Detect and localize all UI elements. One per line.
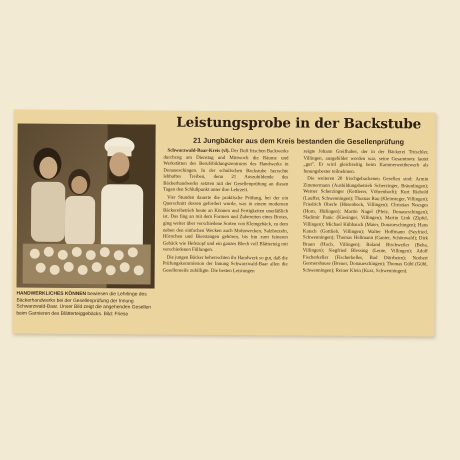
article-subheadline: 21 Jungbäcker aus dem Kreis bestanden die Gesellenprüfung [193, 135, 405, 147]
caption-lead: HANDWERKLICHES KÖNNEN [16, 291, 87, 298]
article-paragraph: Vier Stunden dauerte die praktische Prüfung, bei der ein Querschnitt dessen gefordert wurde, was in einem modernen Bäckereibetrieb heute an Können und Fertigkeiten unerläßlich ist. Das fing an mit dem Formen und Zubereiten eines Brotes, ging weiter über verschiedene Sorten von Kleingebäck, zu dem neben den einfachen Wecken auch Mohnwecken, Salzbrezeln, Hörnchen und Bierstangen gehören, bis hin zum feineren Gebäck wie Hefezopf und ein ganzes Blech voll Blätterteig mit verschiedenen Füllungen. [162, 195, 289, 254]
caption-text: bewiesen die Lehrlinge des Bäckerhandwerks bei der Gesellenprüfung der Innung Schwarzwald-Baar. Unser Bild zeigt die angehenden Gesellen beim Garnieren des Blätterteiggebäcks. Bild: Friese [16, 292, 151, 318]
article-paragraph [163, 149, 288, 196]
article-paragraph-text: Der Duft frischen Backwerks durchzog am Dienstag und Mittwoch die Räume und Werkstätten des Berufsbildungszentrums des Handwerks in Donaueschingen. In der schulischen Backstube herrschte lebhaftes Treiben, denn 21 Auszubildende des Bäckerhandwerks setzten mit der Gesellenprüfung an diesen Tagen den Schlußpunkt unter ihre Lehrzeit. [163, 149, 289, 194]
bakery-photo-image [17, 124, 156, 289]
newspaper-clipping [12, 110, 436, 337]
article-paragraph: Die jungen Bäcker beherrschten ihr Handwerk so gut, daß die Prüfungskommission der Innung Schwarzwald-Baar allen die Gesellenreife zubilligte. Die besten Leistungen [162, 255, 288, 275]
bakery-photo [17, 124, 156, 289]
article-dateline: Schwarzwald-Baar-Kreis (vl). [167, 148, 230, 155]
article-column-2 [303, 150, 429, 277]
photo-caption [16, 292, 156, 319]
article-paragraph: zeigte Johann Greifhaber, der in der Bäckerei Tritschler, Villingen, ausgebildet worden war, seine Gesamtnote lautet „gut". Er wird gleichzeitig beim Kammerwettbewerb als Innungsbester teilnehmen. [303, 149, 429, 175]
article-headline: Leistungsprobe in der Backstube [176, 114, 422, 133]
article-column-1 [163, 149, 289, 277]
article-paragraph: Die weiteren 20 frischgebackenen Gesellen sind: Armin Zimmermann (Ausbildungsbetrieb Scherzinger, Bräunlingen); Werner Scherzinger (Kettlerer, Vöhrenbach); Kurt Riebold (Lauffer, Schwenningen); Thomas Rau (Kleinsteger, Villingen); Friedrich Oberle (Hüsenbeck, Villingen); Christian Noesges (Horn, Hüfingen); Martin Nagel (Pfeiz, Donaueschingen); Sladimir Panic (Kiesinger, Villingen); Martin Link (Zipfel, Villingen); Michael Kühbauch (Maier, Donaueschingen); Hans Katsch (Gottlieb, Villingen); Walter Hoffmann (Seyfried, Schwenningen); Thomas Hellmann (Ganter, Schönwald); Dirk Braun (Hoch, Villingen); Roland Bischweiler (Beha, Villingen); Siegfried Blessing (Leute, Villingen); Adolf Fischerkeller (Fischerkeller, Bad Dürrheim); Norbert Germershause (Breuer, Donaueschingen); Thomas Gühl (Gühl, Schwenningen); Reiner Klein (Kurz, Schwenningen). [302, 176, 429, 275]
